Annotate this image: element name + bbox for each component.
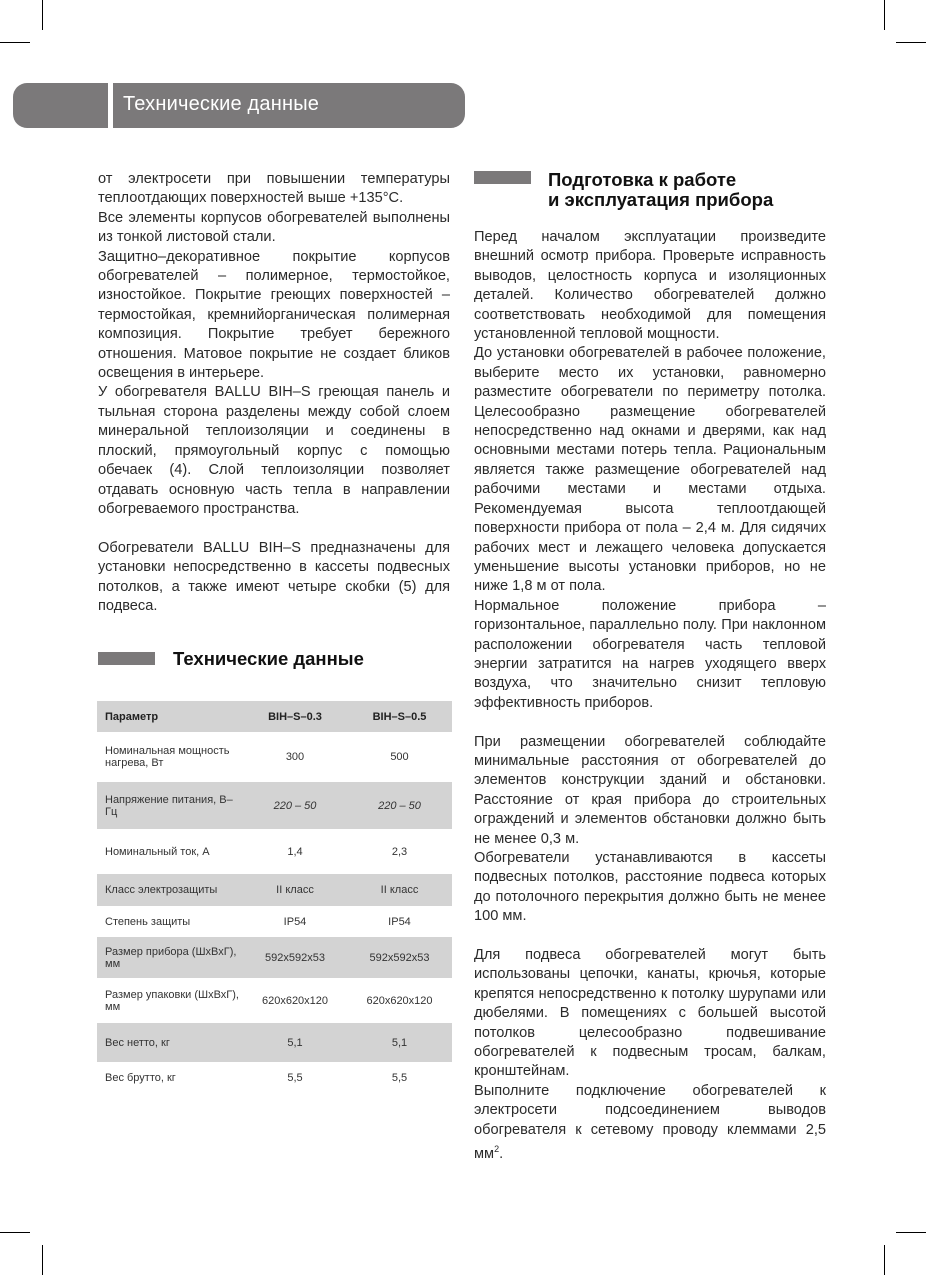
- column-header-parameter: Параметр: [97, 701, 243, 732]
- paragraph: Все элементы корпусов обогревателей выполнены из тонкой листовой стали.: [98, 209, 450, 246]
- cell-parameter: Номинальный ток, А: [105, 845, 210, 858]
- table-row: [97, 1023, 452, 1062]
- table-row: [97, 978, 452, 1023]
- cell-parameter: Класс электрозащиты: [97, 874, 243, 906]
- cell-value: II класс: [243, 874, 347, 906]
- cell-value: 620x620x120: [261, 994, 329, 1007]
- paragraph: Обогреватели устанавливаются в кассеты подвесных потолков, расстояние подвеса которых до потолочного перекрытия должно быть не менее 100 мм.: [474, 849, 826, 925]
- heading-bar: [474, 171, 531, 184]
- cell-value: 5,5: [287, 1071, 303, 1084]
- paragraph: [474, 1082, 826, 1164]
- cell-value: 220 – 50: [347, 782, 452, 829]
- cell-value: 5,5: [391, 1071, 408, 1084]
- paragraph: от электросети при повышении температуры теплоотдающих поверхностей выше +135°С.: [98, 171, 450, 207]
- paragraph: Для подвеса обогревателей могут быть использованы цепочки, канаты, крючья, которые крепятся непосредственно к потолку шурупами или дюбелями. В помещениях с большей высотой потолков целесообразно подвешивание обогревателей к подвесным тросам, балкам, кронштейнам.: [474, 947, 826, 1080]
- page-title: Технические данные: [123, 93, 320, 115]
- preparation-title-line2: и эксплуатация прибора: [548, 189, 774, 210]
- cell-value: IP54: [388, 915, 411, 928]
- crop-mark: [42, 0, 43, 30]
- paragraph: Нормальное положение прибора – горизонтальное, параллельно полу. При наклонном расположении обогревателя часть тепловой энергии затратится на нагрев уходящего вверх воздуха, что значительно снизит тепловую эффективность приборов.: [474, 597, 826, 711]
- table-header-row: [97, 701, 452, 732]
- banner-divider: [108, 83, 113, 128]
- right-column-text: [474, 228, 826, 1164]
- cell-value: 500: [390, 751, 409, 763]
- table-row: [97, 906, 452, 937]
- preparation-heading: [474, 170, 773, 210]
- cell-value: 1,4: [287, 845, 303, 858]
- cell-parameter: Размер упаковки (ШхВхГ), мм: [105, 988, 239, 1013]
- cell-value: 620x620x120: [366, 994, 433, 1007]
- table-row: [97, 1062, 452, 1093]
- paragraph: Обогреватели BALLU BIH–S предназначены для установки непосредственно в кассеты подвесных потолков, а также имеют четыре скобки (5) для подвеса.: [98, 539, 450, 614]
- paragraph-text: Выполните подключение обогревателей к электросети подсоединением выводов обогревателя к сетевому проводу клеммами 2,5 мм: [474, 1082, 826, 1162]
- left-column-text: [98, 170, 450, 616]
- crop-mark: [896, 1232, 926, 1233]
- cell-parameter: Размер прибора (ШхВхГ), мм: [97, 937, 243, 978]
- preparation-title-line1: Подготовка к работе: [548, 169, 737, 190]
- spec-table: [97, 701, 452, 1093]
- paragraph: У обогревателя BALLU BIH–S греющая панель и тыльная сторона разделены между собой слоем минеральной теплоизоляции и соединены в плоский, прямоугольный корпус с помощью обечаек (4). Слой теплоизоляции позволяет отдавать основную часть тепла в направлении обогреваемого пространства.: [98, 384, 450, 517]
- column-header-model-03: BIH–S–0.3: [243, 701, 347, 732]
- crop-mark: [896, 42, 926, 43]
- cell-value: 5,1: [347, 1023, 452, 1062]
- crop-mark: [0, 42, 30, 43]
- cell-parameter: Вес брутто, кг: [105, 1071, 176, 1084]
- cell-value: 592x592x53: [243, 937, 347, 978]
- crop-mark: [42, 1245, 43, 1275]
- paragraph-end: .: [499, 1145, 504, 1162]
- cell-value: 5,1: [243, 1023, 347, 1062]
- cell-value: IP54: [283, 915, 307, 928]
- cell-parameter: Номинальная мощность нагрева, Вт: [105, 745, 230, 769]
- cell-parameter: Напряжение питания, В–Гц: [97, 782, 243, 829]
- paragraph: Защитно–декоративное покрытие корпусов обогревателей – полимерное, термостойкое, изностойкое. Покрытие греющих поверхностей – термостойкая, кремнийорганическая полимерная композиция. Покрытие требует бережного отношения. Матовое покрытие не создает бликов освещения в интерьере.: [98, 248, 450, 382]
- heading-bar: [98, 652, 155, 665]
- table-row: [97, 874, 452, 906]
- paragraph: До установки обогревателей в рабочее положение, выберите место их установки, равномерно разместите обогреватели по периметру потолка. Целесообразно размещение обогревателей непосредственно над окнами и дверями, как над основными местами потерь тепла. Рациональным является также размещение обогревателей над рабочими местами и местами отдыха. Рекомендуемая высота теплоотдающей поверхности прибора от пола – 2,4 м. Для сидячих рабочих мест и лежащего человека допускается уменьшение высоты установки приборов, но не ниже 1,8 м от пола.: [474, 345, 826, 595]
- cell-value: II класс: [347, 874, 452, 906]
- crop-mark: [884, 0, 885, 30]
- crop-mark: [0, 1232, 30, 1233]
- cell-parameter: Вес нетто, кг: [97, 1023, 243, 1062]
- column-header-model-05: BIH–S–0.5: [347, 701, 452, 732]
- table-row: [97, 829, 452, 874]
- table-row: [97, 732, 452, 782]
- paragraph: При размещении обогревателей соблюдайте минимальные расстояния от обогревателей до элементов конструкции зданий и обстановки. Расстояние от края прибора до строительных ограждений и элементов обстановки должно быть не менее 0,3 м.: [474, 733, 826, 847]
- cell-value: 592x592x53: [347, 937, 452, 978]
- cell-value: 300: [285, 751, 305, 763]
- superscript: 2: [494, 1144, 500, 1155]
- table-row: [97, 937, 452, 978]
- cell-value: 2,3: [391, 845, 408, 858]
- cell-value: 220 – 50: [243, 782, 347, 829]
- table-row: [97, 782, 452, 829]
- crop-mark: [884, 1245, 885, 1275]
- section-header-banner: [13, 83, 465, 128]
- preparation-title: [548, 170, 773, 210]
- tech-data-heading: [98, 649, 364, 669]
- tech-data-title: Технические данные: [173, 648, 364, 669]
- paragraph: Перед началом эксплуатации произведите внешний осмотр прибора. Проверьте исправность выводов, целостность корпуса и изоляционных деталей. Количество обогревателей должно соответствовать необходимой для помещения установленной тепловой мощности.: [474, 229, 826, 343]
- cell-parameter: Степень защиты: [105, 915, 191, 928]
